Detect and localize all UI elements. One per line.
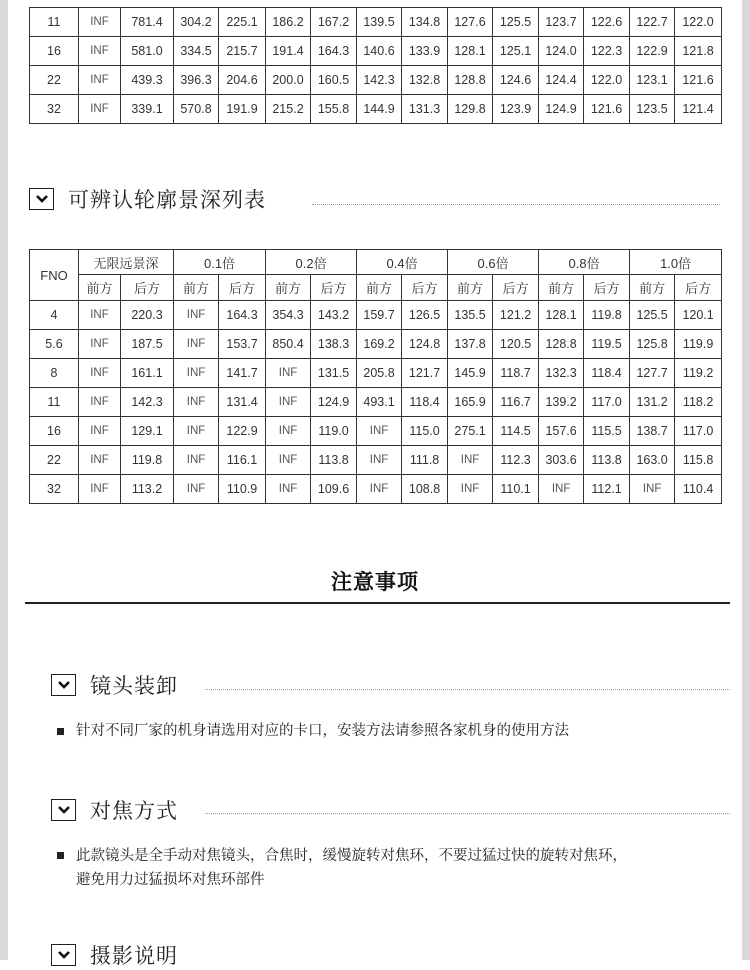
table-cell: 116.7 xyxy=(493,388,539,417)
table-cell: 118.2 xyxy=(675,388,722,417)
table-cell: INF xyxy=(79,330,121,359)
table-cell: 129.8 xyxy=(448,95,493,124)
table-cell: 117.0 xyxy=(584,388,630,417)
table-cell: 143.2 xyxy=(311,301,357,330)
table-cell: 153.7 xyxy=(219,330,266,359)
table-row xyxy=(30,475,722,504)
table-cell: 303.6 xyxy=(539,446,584,475)
table-cell: 128.1 xyxy=(448,37,493,66)
table-cell: 186.2 xyxy=(266,8,311,37)
back-header: 后方 xyxy=(219,275,266,301)
table-cell: 142.3 xyxy=(357,66,402,95)
square-bullet-icon xyxy=(57,852,64,859)
table-cell: 115.8 xyxy=(675,446,722,475)
table-cell: 110.1 xyxy=(493,475,539,504)
table-cell: 160.5 xyxy=(311,66,357,95)
chevron-down-icon[interactable] xyxy=(51,944,76,966)
table-cell: INF xyxy=(174,330,219,359)
left-border xyxy=(0,0,8,960)
table-cell: 126.5 xyxy=(402,301,448,330)
table-cell: 124.4 xyxy=(539,66,584,95)
table-cell: 119.0 xyxy=(311,417,357,446)
section-title: 对焦方式 xyxy=(90,799,178,823)
back-header: 后方 xyxy=(493,275,539,301)
table-cell: INF xyxy=(266,475,311,504)
front-header: 前方 xyxy=(539,275,584,301)
table-cell: 334.5 xyxy=(174,37,219,66)
table-cell: 111.8 xyxy=(402,446,448,475)
table-cell: 113.8 xyxy=(311,446,357,475)
table-cell: 165.9 xyxy=(448,388,493,417)
table-cell: 339.1 xyxy=(121,95,174,124)
table-cell: INF xyxy=(79,8,121,37)
chevron-down-icon[interactable] xyxy=(51,674,76,696)
table-cell: 200.0 xyxy=(266,66,311,95)
section-photo-heading xyxy=(51,940,178,970)
table-cell: 112.3 xyxy=(493,446,539,475)
table-cell: 124.9 xyxy=(539,95,584,124)
square-bullet-icon xyxy=(57,728,64,735)
dof-table xyxy=(29,249,722,504)
table-cell: 163.0 xyxy=(630,446,675,475)
table-cell: 127.6 xyxy=(448,8,493,37)
table-row xyxy=(30,330,722,359)
table-cell: 119.2 xyxy=(675,359,722,388)
front-header: 前方 xyxy=(448,275,493,301)
table-cell: 144.9 xyxy=(357,95,402,124)
table-cell: 121.7 xyxy=(402,359,448,388)
table-cell: INF xyxy=(79,301,121,330)
table-cell: 167.2 xyxy=(311,8,357,37)
table-cell: 132.3 xyxy=(539,359,584,388)
group-header: 0.6倍 xyxy=(448,250,539,275)
back-header: 后方 xyxy=(675,275,722,301)
table-cell: 191.9 xyxy=(219,95,266,124)
group-header: 0.2倍 xyxy=(266,250,357,275)
table-cell: 220.3 xyxy=(121,301,174,330)
table-cell: INF xyxy=(174,417,219,446)
table-cell: INF xyxy=(266,417,311,446)
table-cell: 121.2 xyxy=(493,301,539,330)
table-cell: 141.7 xyxy=(219,359,266,388)
table-cell: 124.8 xyxy=(402,330,448,359)
table-cell: INF xyxy=(266,446,311,475)
table-row xyxy=(30,37,722,66)
fno-cell: 22 xyxy=(30,446,79,475)
table-cell: 354.3 xyxy=(266,301,311,330)
table-cell: INF xyxy=(79,95,121,124)
table-cell: 122.3 xyxy=(584,37,630,66)
front-header: 前方 xyxy=(357,275,402,301)
notice-title: 注意事项 xyxy=(331,570,419,594)
table-row xyxy=(30,8,722,37)
table-cell: 121.6 xyxy=(584,95,630,124)
table-cell: 127.7 xyxy=(630,359,675,388)
table-cell: 113.2 xyxy=(121,475,174,504)
table-cell: 118.4 xyxy=(402,388,448,417)
table-cell: 123.1 xyxy=(630,66,675,95)
group-header: 0.1倍 xyxy=(174,250,266,275)
table-cell: 128.8 xyxy=(448,66,493,95)
table-cell: 122.6 xyxy=(584,8,630,37)
table-cell: 161.1 xyxy=(121,359,174,388)
front-header: 前方 xyxy=(79,275,121,301)
fno-cell: 4 xyxy=(30,301,79,330)
table-cell: 128.1 xyxy=(539,301,584,330)
front-header: 前方 xyxy=(630,275,675,301)
table-cell: 118.4 xyxy=(584,359,630,388)
table-cell: 164.3 xyxy=(219,301,266,330)
top-dof-table xyxy=(29,7,722,124)
back-header: 后方 xyxy=(402,275,448,301)
lens-mount-text: 针对不同厂家的机身请选用对应的卡口，安装方法请参照各家机身的使用方法 xyxy=(76,723,569,739)
table-cell: 122.0 xyxy=(584,66,630,95)
table-cell: 135.5 xyxy=(448,301,493,330)
table-row xyxy=(30,359,722,388)
table-cell: 205.8 xyxy=(357,359,402,388)
table-cell: 850.4 xyxy=(266,330,311,359)
table-cell: 122.0 xyxy=(675,8,722,37)
table-cell: 122.9 xyxy=(630,37,675,66)
table-cell: 187.5 xyxy=(121,330,174,359)
dotted-divider xyxy=(205,689,730,690)
focus-text-line2: 避免用力过猛损坏对焦环部件 xyxy=(76,872,265,888)
fno-cell: 32 xyxy=(30,475,79,504)
table-cell: INF xyxy=(174,475,219,504)
table-cell: 110.9 xyxy=(219,475,266,504)
fno-header: FNO xyxy=(30,250,79,301)
fno-cell: 5.6 xyxy=(30,330,79,359)
table-cell: 123.5 xyxy=(630,95,675,124)
table-cell: 113.8 xyxy=(584,446,630,475)
table-cell: 121.6 xyxy=(675,66,722,95)
dotted-divider xyxy=(312,204,720,205)
table-cell: INF xyxy=(630,475,675,504)
table-cell: 117.0 xyxy=(675,417,722,446)
table-row xyxy=(30,66,722,95)
table-cell: 119.9 xyxy=(675,330,722,359)
table-cell: 139.5 xyxy=(357,8,402,37)
section-title: 摄影说明 xyxy=(90,944,178,968)
table-cell: 493.1 xyxy=(357,388,402,417)
table-cell: 138.7 xyxy=(630,417,675,446)
table-cell: 119.8 xyxy=(584,301,630,330)
table-cell: 125.5 xyxy=(630,301,675,330)
table-cell: 191.4 xyxy=(266,37,311,66)
table-cell: 131.2 xyxy=(630,388,675,417)
table-cell: 159.7 xyxy=(357,301,402,330)
table-cell: 122.7 xyxy=(630,8,675,37)
group-header: 0.4倍 xyxy=(357,250,448,275)
group-header: 0.8倍 xyxy=(539,250,630,275)
table-cell: 132.8 xyxy=(402,66,448,95)
table-cell: 118.7 xyxy=(493,359,539,388)
table-cell: 108.8 xyxy=(402,475,448,504)
table-cell: INF xyxy=(174,359,219,388)
table-cell: INF xyxy=(448,446,493,475)
table-row xyxy=(30,446,722,475)
group-header: 1.0倍 xyxy=(630,250,722,275)
table-cell: INF xyxy=(357,475,402,504)
table-cell: 110.4 xyxy=(675,475,722,504)
section-title: 镜头装卸 xyxy=(90,674,178,698)
table-cell: 131.5 xyxy=(311,359,357,388)
fno-cell: 16 xyxy=(30,417,79,446)
table-row xyxy=(30,301,722,330)
table-cell: 120.5 xyxy=(493,330,539,359)
table-cell: INF xyxy=(79,446,121,475)
table-cell: 114.5 xyxy=(493,417,539,446)
table-cell: 140.6 xyxy=(357,37,402,66)
table-cell: 125.8 xyxy=(630,330,675,359)
dotted-divider xyxy=(205,813,730,814)
table-cell: INF xyxy=(174,388,219,417)
table-cell: 112.1 xyxy=(584,475,630,504)
table-cell: INF xyxy=(79,359,121,388)
table-cell: 155.8 xyxy=(311,95,357,124)
group-header: 无限远景深 xyxy=(79,250,174,275)
table-cell: 128.8 xyxy=(539,330,584,359)
table-cell: 125.1 xyxy=(493,37,539,66)
table-cell: 215.2 xyxy=(266,95,311,124)
table-cell: 439.3 xyxy=(121,66,174,95)
table-cell: 215.7 xyxy=(219,37,266,66)
table-cell: 137.8 xyxy=(448,330,493,359)
table-cell: 275.1 xyxy=(448,417,493,446)
front-header: 前方 xyxy=(174,275,219,301)
fno-cell: 32 xyxy=(30,95,79,124)
fno-cell: 22 xyxy=(30,66,79,95)
fno-cell: 8 xyxy=(30,359,79,388)
table-cell: 131.3 xyxy=(402,95,448,124)
back-header: 后方 xyxy=(121,275,174,301)
table-cell: 120.1 xyxy=(675,301,722,330)
table-cell: 109.6 xyxy=(311,475,357,504)
table-cell: INF xyxy=(79,66,121,95)
table-cell: INF xyxy=(79,475,121,504)
table-cell: INF xyxy=(448,475,493,504)
section-dof-heading xyxy=(29,184,266,214)
table-cell: 121.8 xyxy=(675,37,722,66)
table-row xyxy=(30,95,722,124)
section-focus-heading xyxy=(51,795,178,825)
table-cell: 121.4 xyxy=(675,95,722,124)
focus-text-line1: 此款镜头是全手动对焦镜头，合焦时，缓慢旋转对焦环，不要过猛过快的旋转对焦环， xyxy=(76,848,627,864)
table-cell: INF xyxy=(266,359,311,388)
fno-cell: 16 xyxy=(30,37,79,66)
table-cell: 138.3 xyxy=(311,330,357,359)
table-cell: INF xyxy=(174,446,219,475)
table-cell: 781.4 xyxy=(121,8,174,37)
back-header: 后方 xyxy=(584,275,630,301)
table-cell: 125.5 xyxy=(493,8,539,37)
table-cell: 124.0 xyxy=(539,37,584,66)
table-cell: 225.1 xyxy=(219,8,266,37)
table-cell: INF xyxy=(174,301,219,330)
front-header: 前方 xyxy=(266,275,311,301)
section-lens-mount-heading xyxy=(51,670,178,700)
table-cell: 169.2 xyxy=(357,330,402,359)
table-cell: 164.3 xyxy=(311,37,357,66)
table-cell: 122.9 xyxy=(219,417,266,446)
table-cell: 133.9 xyxy=(402,37,448,66)
table-cell: INF xyxy=(79,417,121,446)
table-cell: 570.8 xyxy=(174,95,219,124)
table-cell: 131.4 xyxy=(219,388,266,417)
table-cell: INF xyxy=(79,37,121,66)
table-cell: INF xyxy=(79,388,121,417)
table-cell: INF xyxy=(539,475,584,504)
table-cell: 304.2 xyxy=(174,8,219,37)
table-row xyxy=(30,388,722,417)
table-cell: 396.3 xyxy=(174,66,219,95)
table-cell: 115.0 xyxy=(402,417,448,446)
table-cell: 115.5 xyxy=(584,417,630,446)
table-cell: INF xyxy=(357,446,402,475)
chevron-down-icon[interactable] xyxy=(29,188,54,210)
table-cell: 123.7 xyxy=(539,8,584,37)
table-cell: 123.9 xyxy=(493,95,539,124)
section-title: 可辨认轮廓景深列表 xyxy=(68,188,266,212)
fno-cell: 11 xyxy=(30,388,79,417)
right-border xyxy=(742,0,750,960)
table-cell: 581.0 xyxy=(121,37,174,66)
table-cell: 145.9 xyxy=(448,359,493,388)
table-cell: 142.3 xyxy=(121,388,174,417)
table-cell: 129.1 xyxy=(121,417,174,446)
table-cell: 119.5 xyxy=(584,330,630,359)
back-header: 后方 xyxy=(311,275,357,301)
table-row xyxy=(30,417,722,446)
table-cell: 124.6 xyxy=(493,66,539,95)
table-cell: 204.6 xyxy=(219,66,266,95)
table-cell: 157.6 xyxy=(539,417,584,446)
table-cell: 116.1 xyxy=(219,446,266,475)
fno-cell: 11 xyxy=(30,8,79,37)
table-cell: 139.2 xyxy=(539,388,584,417)
notice-rule xyxy=(25,602,730,604)
table-cell: 124.9 xyxy=(311,388,357,417)
table-cell: 119.8 xyxy=(121,446,174,475)
table-cell: INF xyxy=(357,417,402,446)
table-cell: 134.8 xyxy=(402,8,448,37)
table-cell: INF xyxy=(266,388,311,417)
chevron-down-icon[interactable] xyxy=(51,799,76,821)
